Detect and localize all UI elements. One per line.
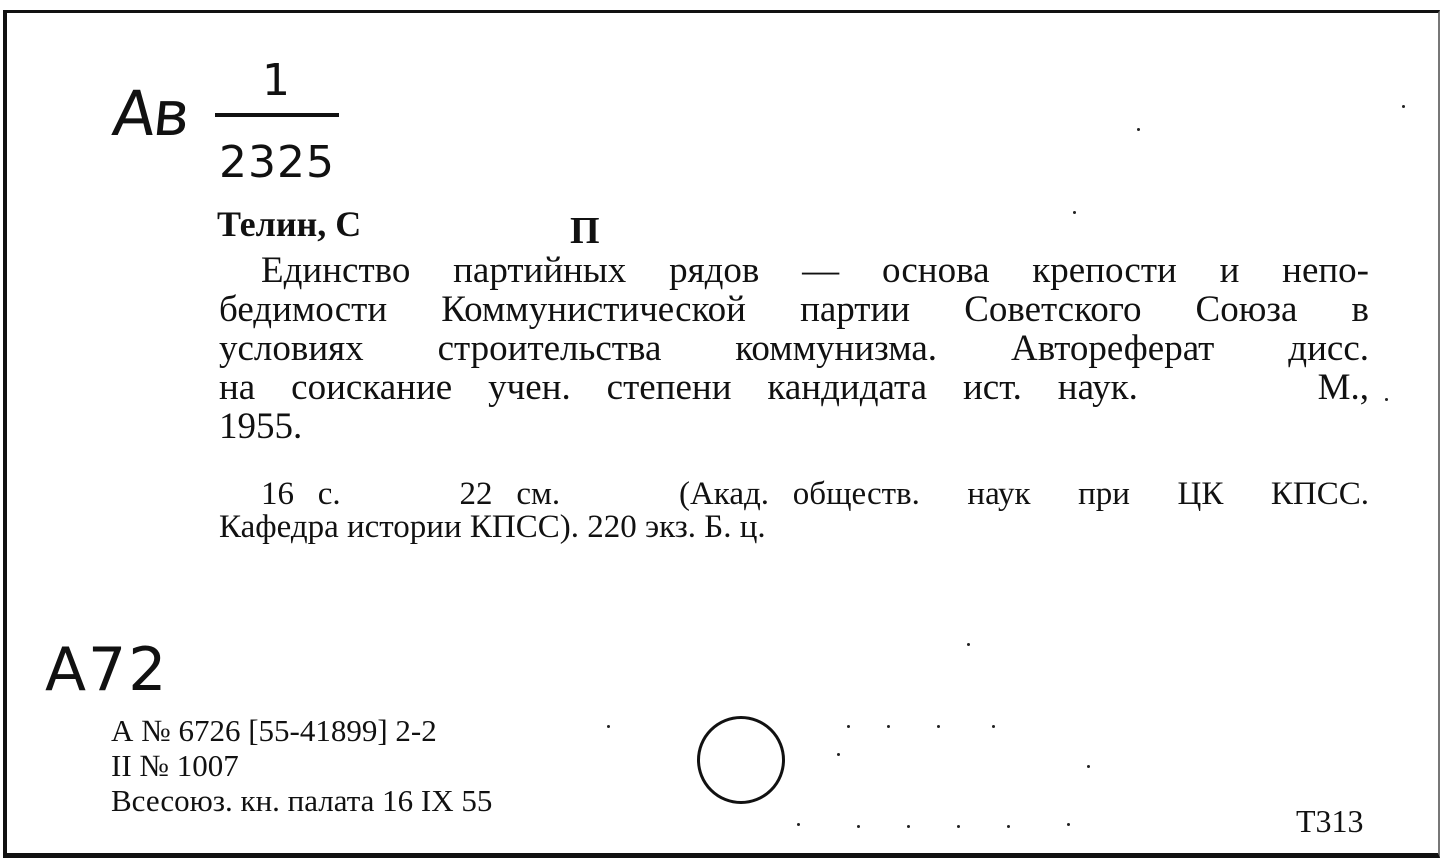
speck	[837, 753, 840, 756]
call-number-denominator: 2325	[219, 137, 335, 188]
author-heading: Телин, С	[217, 204, 362, 244]
call-number-numerator: 1	[262, 55, 290, 106]
speck	[847, 725, 850, 728]
punch-hole	[697, 716, 785, 804]
print-code: Т313	[1296, 803, 1364, 839]
registration-line: II № 1007	[111, 748, 239, 783]
speck	[1073, 211, 1076, 214]
registration-line: А № 6726 [55-41899] 2-2	[111, 713, 437, 748]
call-number-fraction-bar	[215, 113, 339, 117]
speck	[797, 823, 800, 826]
speck	[937, 725, 940, 728]
physical-line: 16 с. 22 см. (Акад. обществ. наук при ЦК КПСС.	[261, 476, 1369, 512]
speck	[1067, 823, 1070, 826]
title-description	[219, 251, 1369, 446]
speck	[1402, 105, 1405, 108]
call-number-prefix: Ав	[109, 77, 192, 150]
registration-block	[111, 713, 492, 818]
description-line: 1955.	[219, 406, 303, 447]
speck	[607, 725, 610, 728]
catalog-card	[3, 10, 1440, 858]
speck	[1087, 765, 1090, 768]
speck	[1385, 398, 1388, 401]
description-line: Единство партийных рядов — основа крепости и непо-	[261, 250, 1369, 291]
shelf-mark: А72	[45, 635, 169, 705]
physical-line: Кафедра истории КПСС). 220 экз. Б. ц.	[219, 509, 766, 545]
description-line: бедимости Коммунистической партии Советского Союза в	[219, 289, 1369, 330]
description-line: на соискание учен. степени кандидата ист. наук. М.,	[219, 367, 1369, 408]
author-initial: П	[570, 210, 600, 252]
speck	[887, 725, 890, 728]
physical-description	[219, 478, 1369, 544]
speck	[1137, 128, 1140, 131]
registration-line: Всесоюз. кн. палата 16 IX 55	[111, 783, 493, 818]
speck	[857, 825, 860, 828]
description-line: условиях строительства коммунизма. Автореферат дисс.	[219, 328, 1369, 369]
speck	[907, 825, 910, 828]
speck	[1007, 825, 1010, 828]
speck	[992, 725, 995, 728]
speck	[967, 643, 970, 646]
speck	[957, 825, 960, 828]
